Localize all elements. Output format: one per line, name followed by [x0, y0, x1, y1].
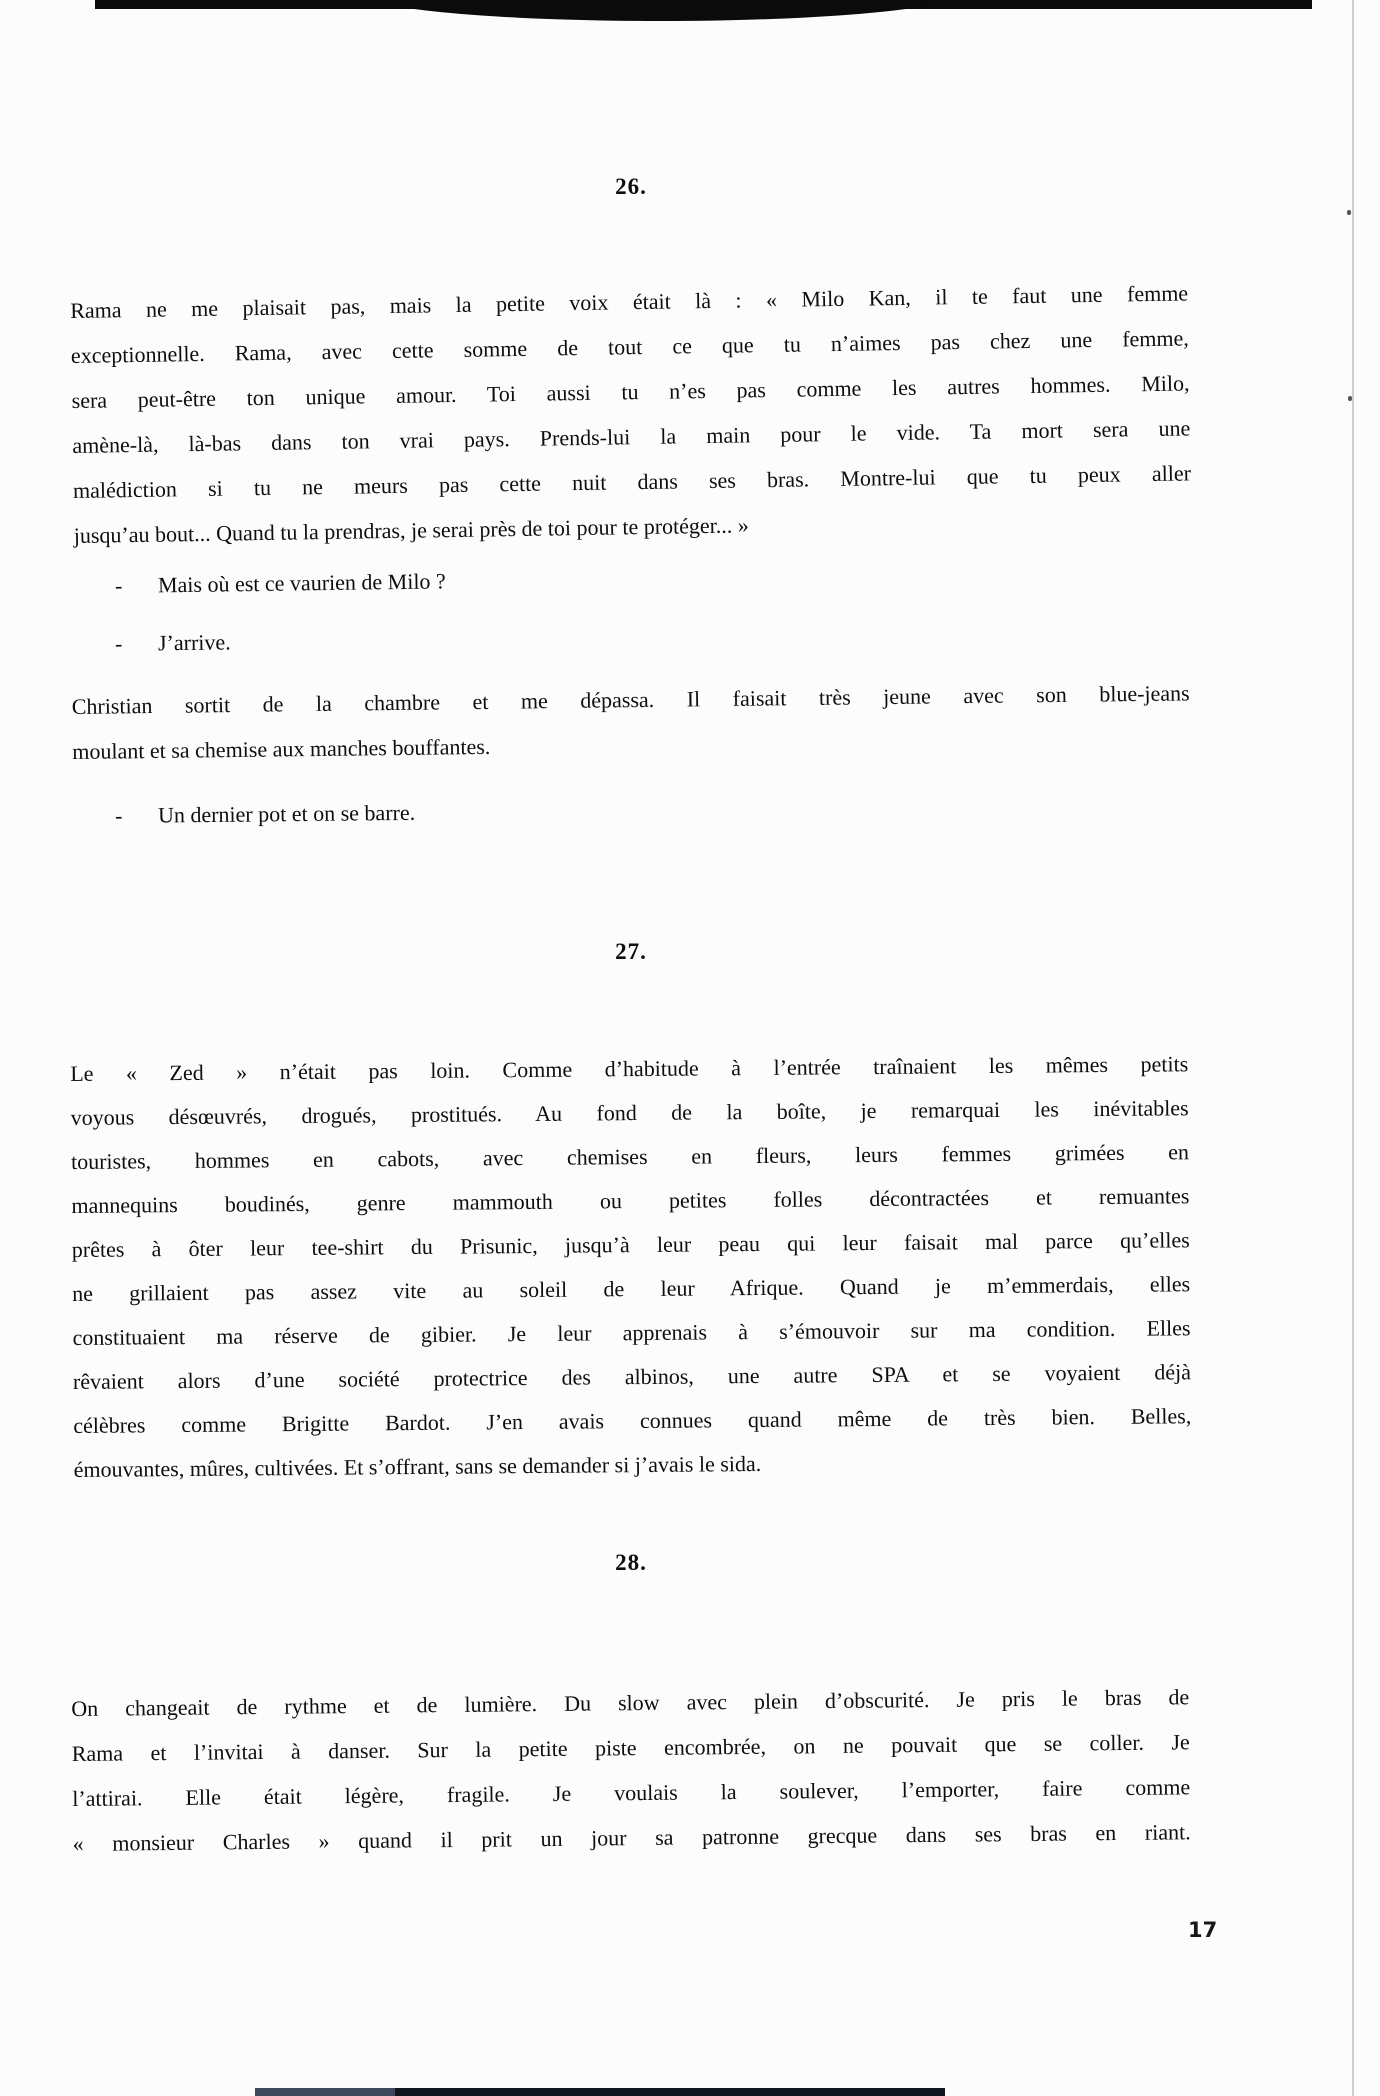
text-line: On changeait de rythme et de lumière. Du slow avec plein d’obscurité. Je pris le bras de: [71, 1684, 1190, 1722]
scan-artifact-bottom: [255, 2088, 945, 2096]
dialogue-dash: -: [114, 802, 123, 828]
text-line: constituaient ma réserve de gibier. Je leur apprenais à s’émouvoir sur ma condition. Elles: [72, 1315, 1191, 1350]
text-line: Rama et l’invitai à danser. Sur la petite piste encombrée, on ne pouvait que se coller. Je: [71, 1729, 1190, 1767]
scan-speck: [1348, 396, 1352, 401]
text-line: Rama ne me plaisait pas, mais la petite voix était là : « Milo Kan, il te faut une femme: [70, 280, 1189, 324]
text-line: malédiction si tu ne meurs pas cette nuit dans ses bras. Montre-lui que tu peux aller: [72, 460, 1192, 503]
dialogue-text: Mais où est ce vaurien de Milo ?: [157, 568, 446, 598]
text-line: « monsieur Charles » quand il prit un jour sa patronne grecque dans ses bras en riant.: [72, 1819, 1191, 1856]
scan-artifact-top: [0, 0, 1380, 42]
dialogue-text: J’arrive.: [157, 629, 231, 656]
page-number: 17: [1188, 1918, 1218, 1942]
scan-page-edge-line: [1352, 0, 1354, 2096]
text-line: émouvantes, mûres, cultivées. Et s’offrant, sans se demander si j’avais le sida.: [73, 1450, 762, 1482]
section-heading-26: 26.: [615, 174, 647, 199]
dialogue-line: [115, 783, 1115, 838]
body-paragraph: [71, 1674, 1191, 1866]
dialogue-line: [115, 549, 1116, 608]
text-line: ne grillaient pas assez vite au soleil de leur Afrique. Quand je m’emmerdais, elles: [72, 1271, 1191, 1306]
text-line: touristes, hommes en cabots, avec chemises en fleurs, leurs femmes grimées en: [70, 1139, 1190, 1175]
text-line: Le « Zed » n’était pas loin. Comme d’habitude à l’entrée traînaient les mêmes petits: [70, 1051, 1189, 1087]
dialogue-dash: -: [114, 630, 123, 656]
dialogue-line: [115, 607, 1116, 666]
text-line: amène-là, là-bas dans ton vrai pays. Prends-lui la main pour le vide. Ta mort sera une: [72, 415, 1191, 458]
text-line: mannequins boudinés, genre mammouth ou petites folles décontractées et remuantes: [71, 1183, 1190, 1219]
dialogue-dash: -: [114, 572, 123, 598]
text-line: prêtes à ôter leur tee-shirt du Prisunic, jusqu’à leur peau qui leur faisait mal parce qu’elles: [71, 1227, 1190, 1263]
body-paragraph: [71, 670, 1190, 774]
section-heading-27: 27.: [615, 939, 647, 964]
text-line: sera peut-être ton unique amour. Toi aussi tu n’es pas comme les autres hommes. Milo,: [71, 370, 1190, 414]
dialogue-text: Un dernier pot et on se barre.: [157, 799, 416, 828]
text-line: voyous désœuvrés, drogués, prostitués. Au fond de la boîte, je remarquai les inévitables: [70, 1095, 1189, 1131]
text-line: Christian sortit de la chambre et me dépassa. Il faisait très jeune avec son blue-jeans: [71, 680, 1190, 720]
body-paragraph: [70, 270, 1192, 558]
text-line: célèbres comme Brigitte Bardot. J’en avais connues quand même de très bien. Belles,: [73, 1403, 1192, 1438]
text-line: rêvaient alors d’une société protectrice des albinos, une autre SPA et se voyaient déjà: [72, 1359, 1192, 1394]
text-line: l’attirai. Elle était légère, fragile. Je voulais la soulever, l’emporter, faire comme: [72, 1774, 1191, 1811]
text-line: moulant et sa chemise aux manches bouffantes.: [72, 733, 491, 764]
section-heading-28: 28.: [615, 1550, 647, 1575]
text-line: jusqu’au bout... Quand tu la prendras, je serai près de toi pour te protéger... »: [73, 512, 749, 548]
text-line: exceptionnelle. Rama, avec cette somme de tout ce que tu n’aimes pas chez une femme,: [70, 325, 1189, 369]
scan-speck: [1347, 210, 1351, 215]
body-paragraph: [70, 1042, 1192, 1492]
